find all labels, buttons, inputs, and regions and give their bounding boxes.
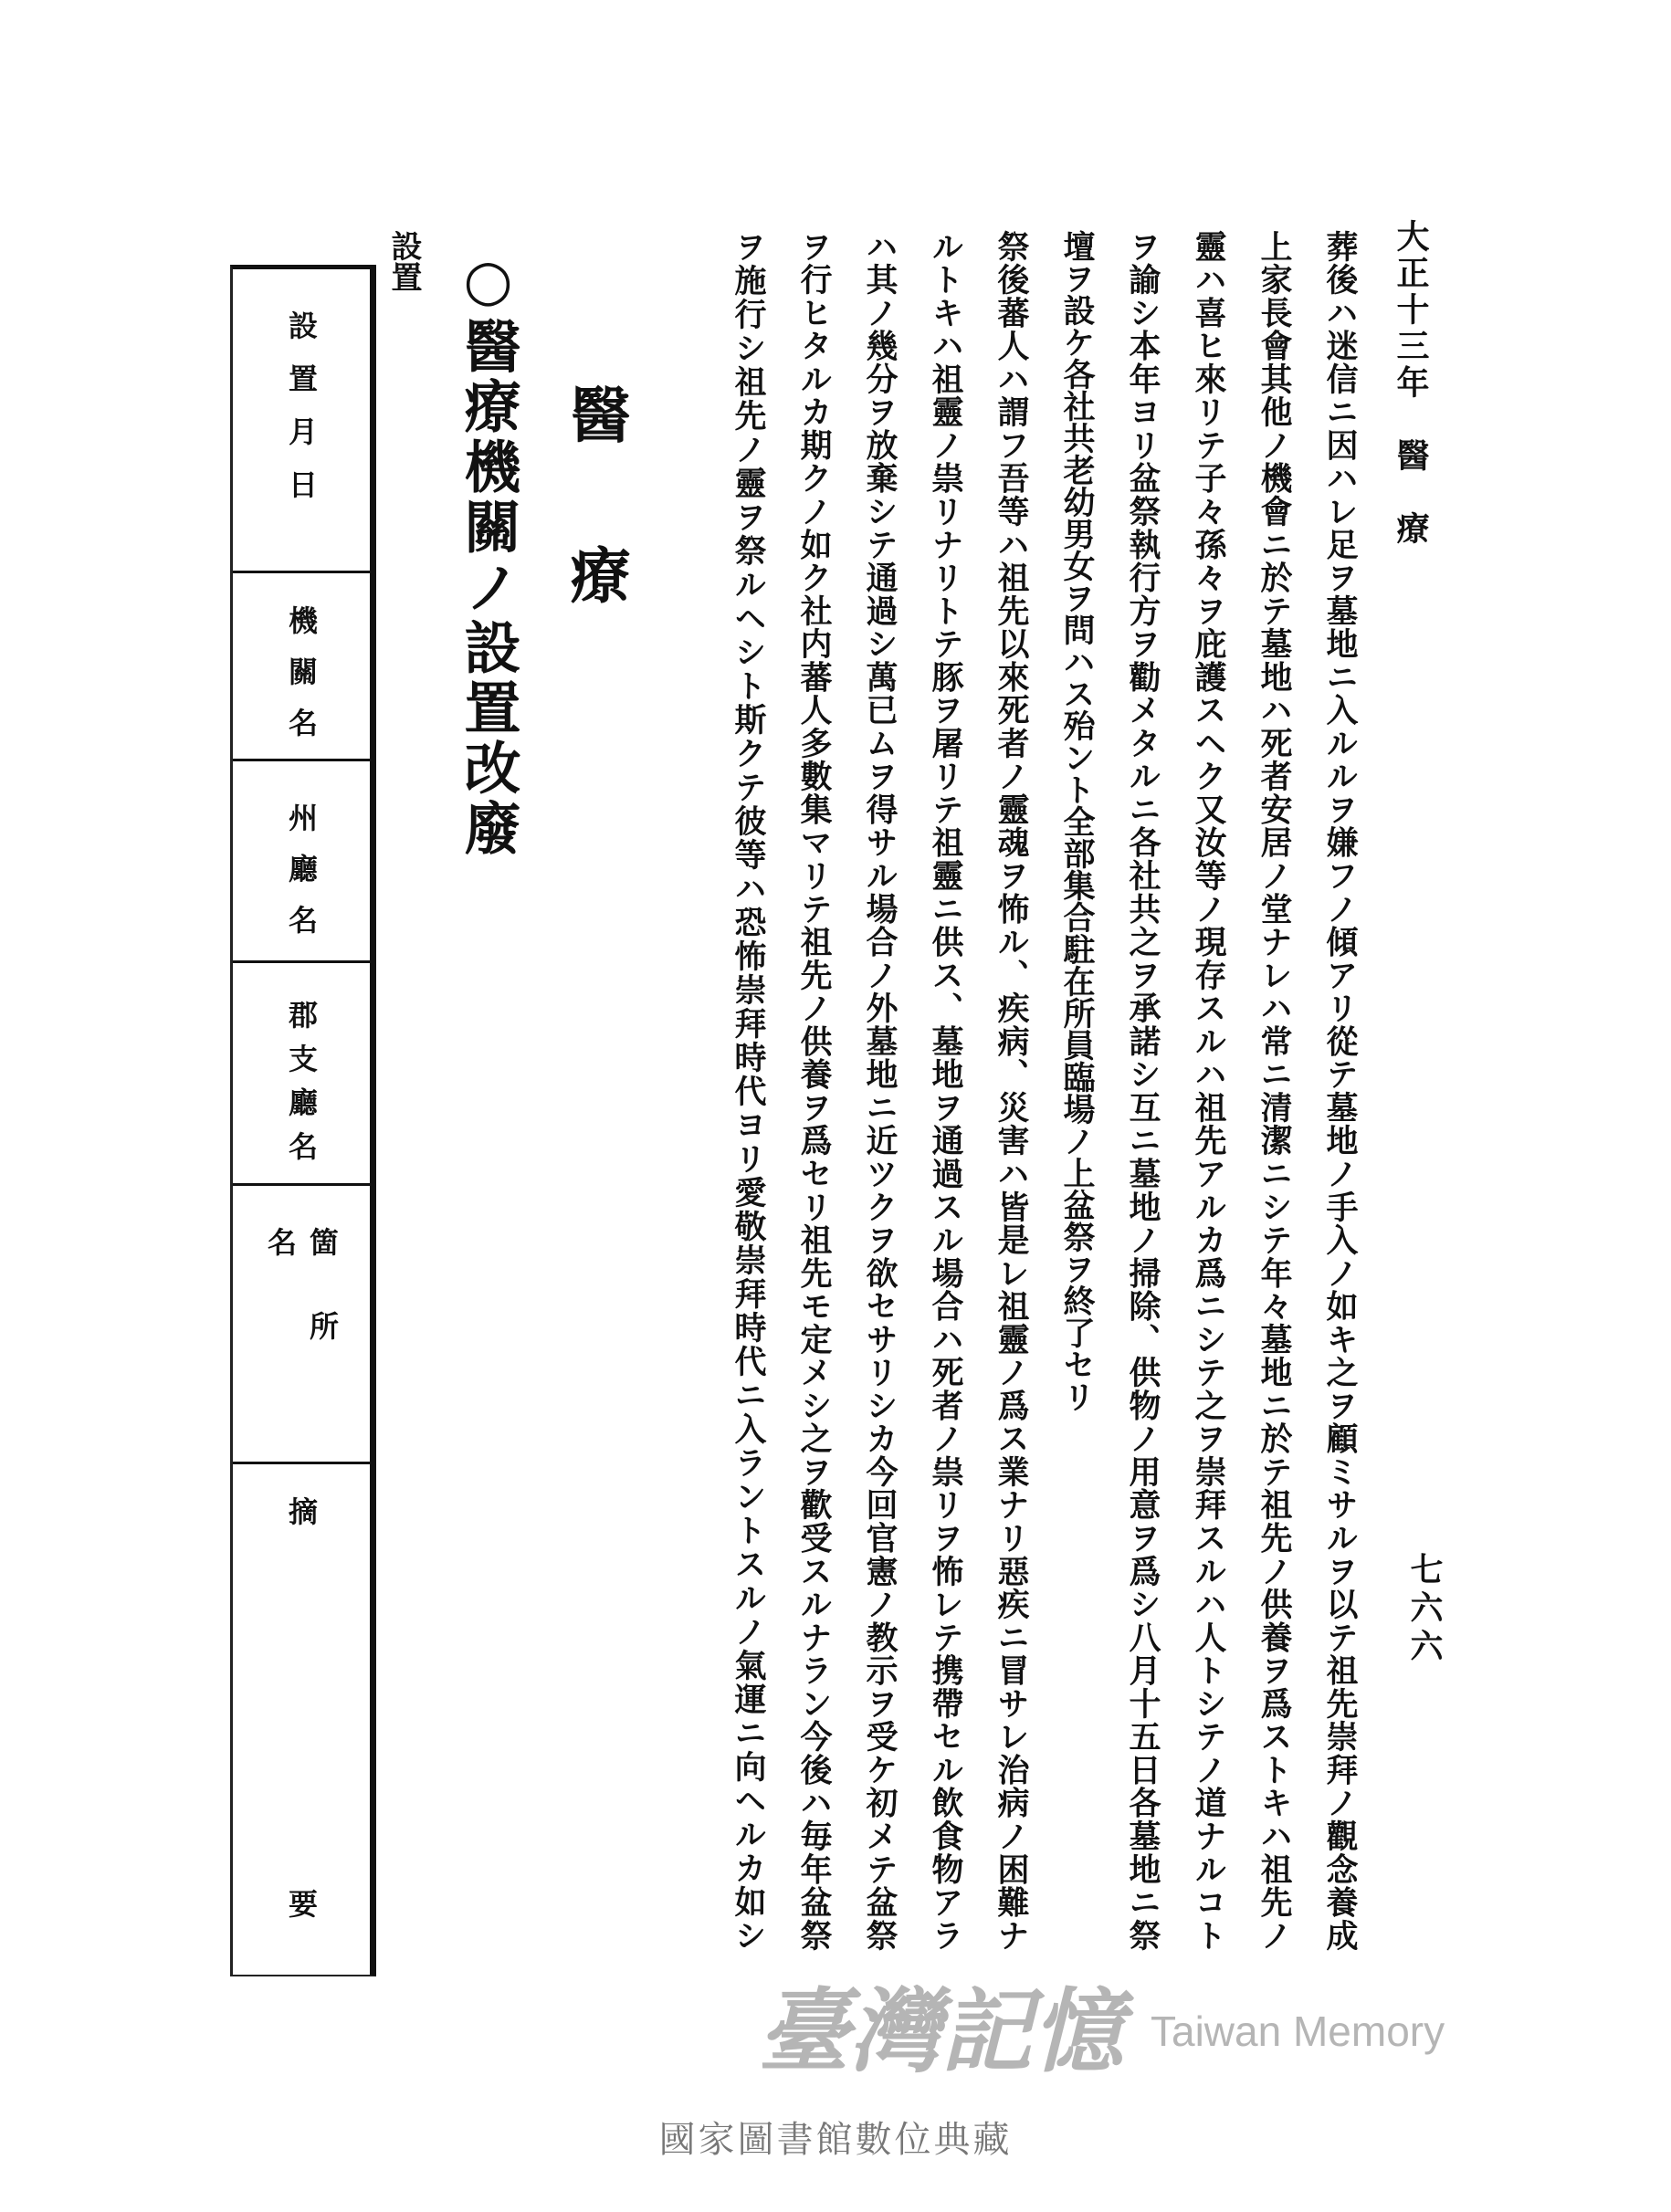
header-section: 醫 療 [1392,438,1430,548]
body-column: 上家長會其他ノ機會ニ於テ墓地ハ死者安居ノ堂ナレハ常ニ清潔ニシテ年々墓地ニ於テ祖先ノ供養ヲ爲ストキハ祖先ノ [1256,230,1293,1952]
table-header-cell [233,1464,370,1971]
section-title: 醫療 [560,383,631,705]
body-column: ヲ行ヒタルカ期クノ如ク社内蕃人多數集マリテ祖先ノ供養ヲ爲セリ祖先モ定メシ之ヲ歡受スルナラン今後ハ毎年盆祭 [795,230,833,1952]
running-header [1388,219,1435,548]
table-header-cell [233,963,370,1186]
page-number: 七六六 [1405,1552,1444,1667]
table-header-label: 州廳名 [284,802,319,956]
heading: ○醫療機關ノ設置改廢 [455,246,521,859]
watermark-chinese: 臺灣記憶 [758,1977,1123,2085]
body-column: ヲ諭シ本年ヨリ盆祭執行方ヲ勸メタルニ各社共之ヲ承諾シ互ニ墓地ノ掃除、供物ノ用意ヲ爲シ八月十五日各墓地ニ祭 [1124,230,1161,1952]
table-header-label: 機關名 [284,605,319,759]
body-column: ルトキハ祖靈ノ祟リナリトテ豚ヲ屠リテ祖靈ニ供ス、墓地ヲ通過スル場合ハ死者ノ祟リヲ怖レテ携帶セル飲食物アラ [927,230,964,1952]
subheading: 設置 [385,230,422,292]
body-column: 葬後ハ迷信ニ因ハレ足ヲ墓地ニ入ルルヲ嫌フノ傾アリ從テ墓地ノ手入ノ如キ之ヲ顧ミサルヲ以テ祖先崇拜ノ觀念養成 [1321,230,1359,1952]
table-header-cell [233,269,370,573]
body-column: ハ其ノ幾分ヲ放棄シテ通過シ萬已ムヲ得サル場合ノ外墓地ニ近ツクヲ欲セサリシカ今回官憲ノ教示ヲ受ケ初メテ盆祭 [861,230,899,1952]
table-header-cell [233,1186,370,1464]
table-header-label: 箇所名 [263,1227,340,1395]
body-column: 靈ハ喜ヒ來リテ子々孫々ヲ庇護スヘク又汝等ノ現存スルハ祖先アルカ爲ニシテ之ヲ崇拜スルハ人トシテノ道ナルコト [1190,230,1227,1952]
header-year-title: 大正十三年 [1392,219,1430,402]
footer-credit: 國家圖書館數位典藏 [658,2119,1013,2161]
table-header-cell [233,573,370,761]
table-header-label: 摘 要 [284,1496,319,1928]
table-header-label: 郡支廳名 [284,1000,319,1175]
body-column: 祭後蕃人ハ謂フ吾等ハ祖先以來死者ノ靈魂ヲ怖ル、疾病、災害ハ皆是レ祖靈ノ爲ス業ナリ惡疾ニ冒サレ治病ノ困難ナ [993,230,1030,1952]
table-header-label: 設置月日 [284,310,319,522]
watermark-logo [758,1972,1445,2091]
watermark-english: Taiwan Memory [1151,2008,1445,2055]
table-header-cell [233,761,370,963]
body-column: ヲ施行シ祖先ノ靈ヲ祭ルヘシト斯クテ彼等ハ恐怖崇拜時代ヨリ愛敬崇拜時代ニ入ラントスルノ氣運ニ向ヘルカ如シ [730,230,767,1951]
body-column: 壇ヲ設ケ各社共老幼男女ヲ問ハス殆ント全部集合駐在所員臨場ノ上盆祭ヲ終了セリ [1058,230,1096,1412]
institution-table-header [230,265,376,1976]
